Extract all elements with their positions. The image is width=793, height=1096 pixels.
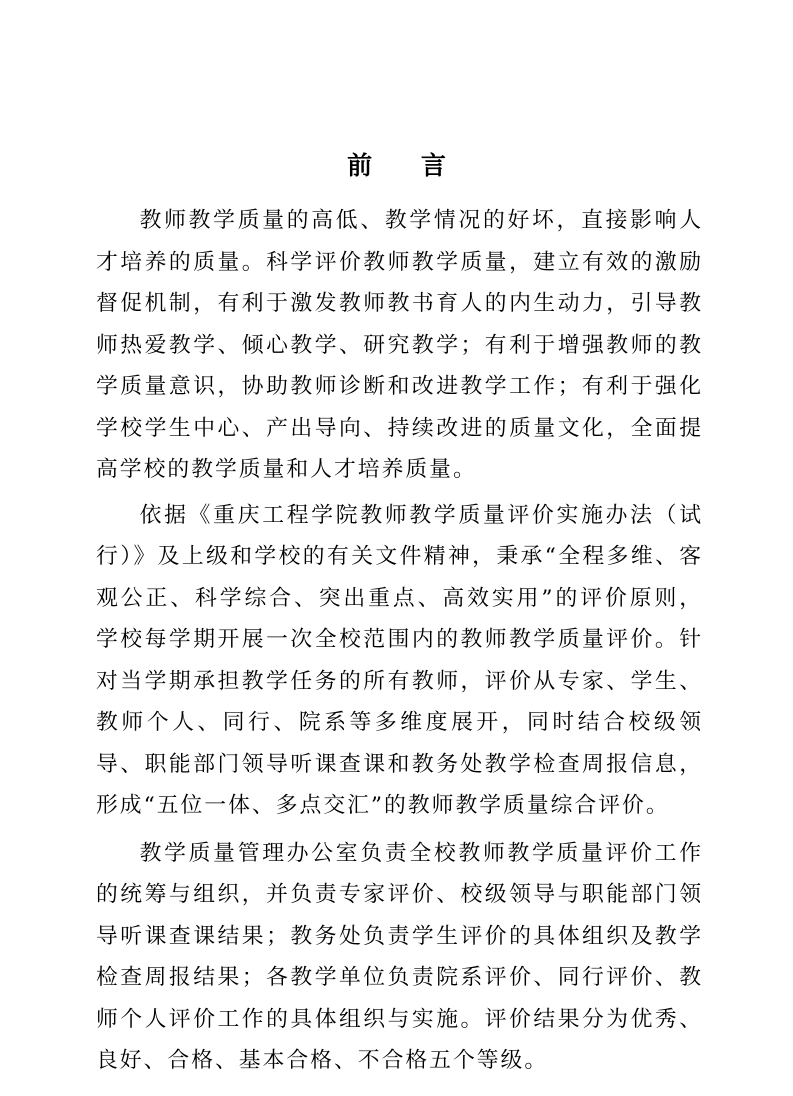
- paragraph-2: 依据《重庆工程学院教师教学质量评价实施办法（试行）》及上级和学校的有关文件精神，秉承“全程多维、客观公正、科学综合、突出重点、高效实用”的评价原则，学校每学期开展一次全校范围内的教师教学质量评价。针对当学期承担教学任务的所有教师，评价从专家、学生、教师个人、同行、院系等多维度展开，同时结合校级领导、职能部门领导听课查课和教务处教学检查周报信息，形成“五位一体、多点交汇”的教师教学质量综合评价。: [96, 502, 703, 818]
- document-body: [96, 200, 703, 1082]
- paragraph-1: 教师教学质量的高低、教学情况的好坏，直接影响人才培养的质量。科学评价教师教学质量，建立有效的激励督促机制，有利于激发教师教书育人的内生动力，引导教师热爱教学、倾心教学、研究教学；有利于增强教师的教学质量意识，协助教师诊断和改进教学工作；有利于强化学校学生中心、产出导向、持续改进的质量文化，全面提高学校的教学质量和人才培养质量。: [96, 208, 703, 482]
- paragraph-3: 教学质量管理办公室负责全校教师教学质量评价工作的统筹与组织，并负责专家评价、校级领导与职能部门领导听课查课结果；教务处负责学生评价的具体组织及教学检查周报结果；各教学单位负责院系评价、同行评价、教师个人评价工作的具体组织与实施。评价结果分为优秀、良好、合格、基本合格、不合格五个等级。: [96, 840, 703, 1073]
- page-title: 前 言: [347, 151, 466, 180]
